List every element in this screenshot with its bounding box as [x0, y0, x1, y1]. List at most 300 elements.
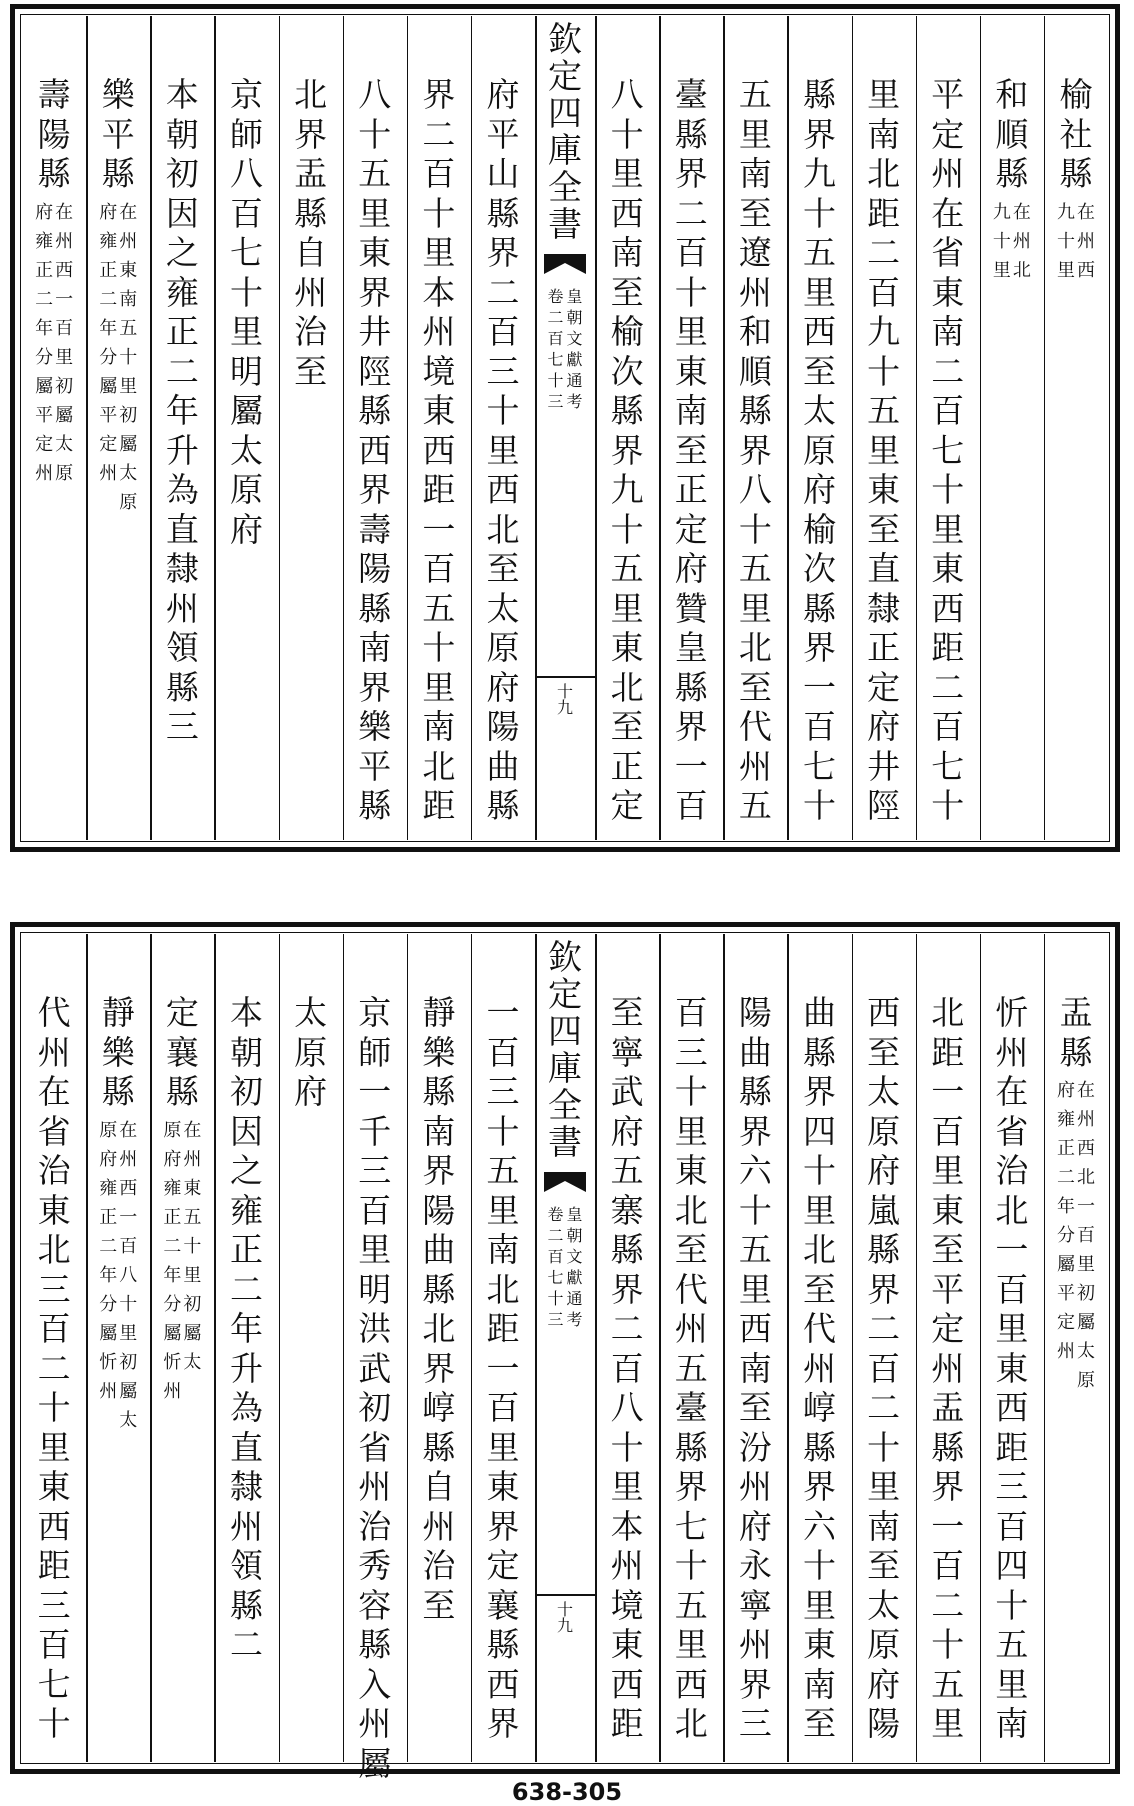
text-column	[852, 75, 916, 826]
main-char: 二	[867, 233, 901, 272]
note-char: 分	[99, 1293, 118, 1315]
main-char: 榆	[802, 509, 836, 549]
gutter-subtitle-char: 朝	[566, 1226, 583, 1245]
main-char: 太	[867, 1072, 901, 1111]
main-text	[294, 75, 327, 391]
main-char: 十	[738, 1190, 772, 1230]
interlinear-note	[993, 198, 1031, 285]
main-char: 定	[931, 114, 965, 154]
main-char: 三	[37, 1269, 71, 1309]
main-char: 原	[486, 628, 520, 667]
main-char: 距	[931, 628, 965, 667]
main-char: 至	[802, 1704, 836, 1743]
text-column	[595, 75, 659, 826]
main-char: 陘	[358, 351, 392, 391]
main-char: 西	[486, 470, 520, 509]
note-char: 州	[1012, 230, 1031, 252]
main-char: 一	[486, 1348, 520, 1388]
main-char: 州	[738, 746, 772, 786]
main-char: 平	[101, 114, 135, 154]
main-char: 盂	[1059, 993, 1093, 1032]
note-char: 初	[183, 1293, 202, 1315]
main-text	[1059, 993, 1092, 1072]
text-column	[1044, 75, 1108, 285]
main-char: 北	[294, 75, 328, 114]
main-char: 里	[995, 1664, 1029, 1704]
main-text	[102, 993, 135, 1112]
note-char: 正	[35, 259, 54, 281]
main-char: 三	[486, 351, 520, 391]
main-char: 界	[486, 1704, 520, 1743]
main-char: 靜	[101, 993, 135, 1032]
main-char: 定	[674, 509, 708, 549]
main-char: 五	[358, 154, 392, 193]
main-char: 東	[674, 351, 708, 391]
main-text	[230, 993, 263, 1665]
main-char: 州	[294, 272, 328, 312]
main-char: 西	[422, 430, 456, 470]
main-char: 縣	[738, 1072, 772, 1111]
main-char: 一	[674, 746, 708, 786]
note-char: 屬	[119, 433, 138, 455]
main-char: 千	[358, 1111, 392, 1151]
text-column	[916, 75, 980, 826]
main-char: 臺	[674, 75, 708, 114]
main-char: 山	[486, 154, 520, 193]
note-char: 里	[119, 375, 138, 397]
main-text	[1059, 75, 1092, 194]
main-char: 百	[674, 993, 708, 1032]
main-char: 距	[422, 470, 456, 509]
main-char: 里	[674, 312, 708, 351]
main-char: 里	[931, 1704, 965, 1743]
main-char: 曲	[738, 1032, 772, 1072]
folio-rule	[535, 1594, 595, 1596]
main-text	[867, 993, 900, 1744]
note-char: 年	[1056, 1196, 1075, 1217]
main-char: 樂	[358, 707, 392, 746]
gutter-subtitle-char: 皇	[566, 1205, 583, 1224]
main-char: 七	[37, 1664, 71, 1704]
text-column	[279, 993, 343, 1112]
main-char: 縣	[358, 588, 392, 628]
main-char: 二	[229, 1269, 263, 1309]
main-char: 五	[610, 1151, 644, 1190]
main-char: 縣	[486, 193, 520, 233]
main-char: 府	[674, 549, 708, 588]
main-char: 升	[165, 430, 199, 470]
main-char: 永	[738, 1546, 772, 1585]
gutter-subtitle-char: 朝	[566, 308, 583, 327]
center-gutter	[535, 934, 595, 1762]
main-text	[358, 75, 391, 826]
main-char: 境	[422, 351, 456, 391]
note-line	[993, 198, 1011, 285]
text-column	[916, 993, 980, 1744]
gutter-title-char: 全	[548, 1086, 582, 1126]
main-char: 陽	[422, 1190, 456, 1230]
main-char: 一	[995, 1230, 1029, 1269]
note-char: 十	[119, 346, 138, 368]
note-char: 原	[163, 1119, 182, 1141]
gutter-subtitle-line	[567, 286, 583, 412]
main-char: 二	[867, 1309, 901, 1348]
gutter-subtitle-char: 考	[566, 1310, 583, 1329]
note-char: 西	[1076, 259, 1095, 281]
main-char: 北	[37, 1230, 71, 1269]
main-char: 南	[422, 1111, 456, 1151]
main-char: 西	[358, 430, 392, 470]
main-char: 至	[610, 707, 644, 746]
main-char: 至	[294, 351, 328, 391]
text-column	[279, 75, 343, 391]
main-char: 省	[931, 233, 965, 272]
main-char: 北	[931, 993, 965, 1032]
note-char: 雍	[35, 230, 54, 252]
main-char: 明	[229, 351, 263, 391]
main-char: 治	[358, 1506, 392, 1546]
note-char: 年	[35, 317, 54, 339]
main-char: 崞	[802, 1388, 836, 1427]
note-line	[1077, 1076, 1095, 1395]
text-column	[343, 75, 407, 826]
main-char: 州	[738, 1467, 772, 1506]
main-char: 正	[165, 312, 199, 351]
main-char: 界	[422, 75, 456, 114]
gutter-subtitle	[547, 1204, 582, 1330]
upper-leaf	[10, 4, 1120, 852]
main-char: 里	[358, 193, 392, 233]
main-char: 五	[674, 1585, 708, 1625]
note-char: 西	[55, 259, 74, 281]
main-char: 縣	[610, 1230, 644, 1269]
main-char: 里	[867, 1467, 901, 1506]
main-char: 十	[931, 786, 965, 825]
main-char: 省	[995, 1111, 1029, 1151]
note-char: 州	[35, 462, 54, 484]
note-char: 忻	[163, 1351, 182, 1373]
main-char: 屬	[229, 391, 263, 430]
main-char: 北	[422, 1309, 456, 1348]
main-char: 界	[738, 430, 772, 470]
main-char: 五	[995, 1625, 1029, 1664]
main-char: 七	[931, 430, 965, 470]
main-char: 本	[229, 993, 263, 1032]
main-char: 北	[674, 1704, 708, 1743]
main-char: 西	[738, 1309, 772, 1348]
main-char: 州	[610, 1546, 644, 1585]
main-char: 遼	[738, 233, 772, 272]
gutter-title	[548, 940, 582, 1162]
main-text	[166, 993, 199, 1112]
text-column	[659, 75, 723, 826]
main-char: 北	[486, 1269, 520, 1309]
folio-rule	[535, 676, 595, 678]
note-line	[99, 198, 117, 517]
note-char: 州	[183, 1148, 202, 1170]
note-char: 定	[35, 433, 54, 455]
main-char: 七	[674, 1506, 708, 1546]
main-char: 州	[995, 1032, 1029, 1072]
main-char: 百	[867, 272, 901, 312]
main-char: 三	[995, 1467, 1029, 1506]
main-char: 二	[486, 272, 520, 312]
main-char: 縣	[486, 1625, 520, 1664]
main-char: 南	[422, 707, 456, 746]
note-char: 正	[99, 259, 118, 281]
main-char: 治	[422, 1546, 456, 1585]
gutter-subtitle-char: 卷	[547, 1205, 564, 1224]
main-char: 為	[229, 1388, 263, 1427]
main-char: 榆	[1059, 75, 1093, 114]
main-char: 北	[802, 1230, 836, 1269]
text-column	[787, 75, 851, 826]
main-char: 至	[674, 430, 708, 470]
note-char: 里	[119, 1322, 138, 1344]
main-char: 距	[486, 1309, 520, 1348]
main-char: 至	[802, 1269, 836, 1309]
main-char: 和	[995, 75, 1029, 114]
note-char: 平	[35, 404, 54, 426]
main-char: 在	[931, 193, 965, 233]
text-column	[407, 993, 471, 1625]
main-char: 百	[931, 707, 965, 746]
main-char: 北	[867, 154, 901, 193]
main-char: 代	[674, 1269, 708, 1309]
gutter-subtitle-char: 二	[547, 308, 564, 327]
note-char: 原	[119, 491, 138, 513]
main-char: 百	[37, 1625, 71, 1664]
note-char: 百	[1076, 1225, 1095, 1246]
gutter-title-char: 欽	[548, 20, 582, 60]
main-char: 里	[37, 1427, 71, 1467]
note-char: 平	[99, 404, 118, 426]
note-char: 雍	[163, 1177, 182, 1199]
main-char: 百	[931, 391, 965, 430]
main-char: 八	[229, 154, 263, 193]
main-char: 西	[37, 1506, 71, 1546]
note-char: 州	[1056, 1341, 1075, 1362]
main-char: 里	[610, 588, 644, 628]
main-char: 縣	[674, 114, 708, 154]
main-char: 十	[610, 114, 644, 154]
text-column	[22, 993, 86, 1744]
text-column	[723, 75, 787, 826]
main-text	[739, 75, 772, 826]
main-char: 十	[229, 272, 263, 312]
main-char: 寧	[738, 1585, 772, 1625]
main-char: 雍	[229, 1190, 263, 1230]
main-char: 雍	[165, 272, 199, 312]
interlinear-note	[1057, 1076, 1095, 1395]
note-char: 二	[99, 288, 118, 310]
main-char: 南	[486, 1230, 520, 1269]
main-char: 和	[738, 312, 772, 351]
note-char: 初	[119, 1351, 138, 1373]
main-char: 百	[931, 1111, 965, 1151]
main-char: 靜	[422, 993, 456, 1032]
main-char: 洪	[358, 1309, 392, 1348]
interlinear-note	[99, 198, 137, 517]
main-char: 寧	[610, 1032, 644, 1072]
folio-char: 九	[557, 1616, 574, 1635]
main-text	[422, 993, 455, 1625]
main-char: 西	[995, 1388, 1029, 1427]
main-char: 界	[294, 114, 328, 154]
gutter-title-char: 庫	[548, 1049, 582, 1089]
note-char: 在	[1076, 201, 1095, 223]
text-column	[723, 993, 787, 1744]
main-char: 治	[37, 1151, 71, 1190]
gutter-subtitle-char: 獻	[566, 1268, 583, 1287]
main-char: 州	[422, 312, 456, 351]
main-char: 十	[422, 628, 456, 667]
main-char: 直	[229, 1427, 263, 1467]
main-char: 縣	[738, 391, 772, 430]
main-char: 省	[358, 1427, 392, 1467]
main-char: 九	[610, 470, 644, 509]
main-char: 東	[486, 1467, 520, 1506]
main-char: 二	[422, 114, 456, 154]
note-char: 初	[1076, 1283, 1095, 1304]
main-char: 界	[674, 154, 708, 193]
note-char: 州	[1076, 1109, 1095, 1130]
main-char: 至	[610, 272, 644, 312]
main-char: 界	[610, 1269, 644, 1309]
main-char: 百	[358, 1190, 392, 1230]
main-char: 一	[931, 1506, 965, 1546]
main-char: 里	[931, 1151, 965, 1190]
note-char: 雍	[99, 1177, 118, 1199]
main-char: 三	[165, 707, 199, 746]
main-char: 百	[422, 154, 456, 193]
main-char: 百	[229, 193, 263, 233]
main-char: 東	[931, 549, 965, 588]
note-char: 府	[35, 201, 54, 223]
note-char: 正	[1056, 1138, 1075, 1159]
text-column	[980, 75, 1044, 285]
main-char: 五	[867, 391, 901, 430]
main-char: 順	[995, 114, 1029, 154]
text-column	[852, 993, 916, 1744]
main-char: 西	[610, 193, 644, 233]
main-char: 十	[486, 391, 520, 430]
main-char: 皇	[674, 628, 708, 667]
note-char: 屬	[99, 1322, 118, 1344]
main-char: 秀	[358, 1546, 392, 1585]
note-char: 年	[163, 1264, 182, 1286]
main-char: 壽	[37, 75, 71, 114]
main-char: 太	[294, 993, 328, 1032]
folio-number	[557, 1602, 573, 1634]
main-char: 二	[931, 1585, 965, 1625]
main-char: 至	[674, 1230, 708, 1269]
main-char: 至	[802, 351, 836, 391]
note-char: 定	[99, 433, 118, 455]
note-char: 二	[1056, 1167, 1075, 1188]
main-char: 至	[867, 1032, 901, 1072]
main-char: 本	[422, 272, 456, 312]
note-char: 初	[119, 404, 138, 426]
main-char: 七	[229, 233, 263, 272]
main-char: 初	[165, 154, 199, 193]
note-char: 屬	[99, 375, 118, 397]
main-char: 十	[674, 272, 708, 312]
text-column	[86, 75, 150, 517]
main-char: 三	[358, 1151, 392, 1190]
note-line	[119, 1116, 137, 1435]
main-char: 平	[931, 1269, 965, 1309]
center-gutter	[535, 16, 595, 840]
main-char: 二	[37, 1348, 71, 1388]
main-char: 北	[995, 1190, 1029, 1230]
note-char: 在	[119, 1119, 138, 1141]
main-char: 五	[610, 549, 644, 588]
main-char: 正	[674, 470, 708, 509]
main-char: 四	[802, 1111, 836, 1151]
main-char: 里	[486, 1190, 520, 1230]
main-char: 曲	[486, 746, 520, 786]
main-char: 百	[867, 1348, 901, 1388]
main-char: 一	[802, 667, 836, 707]
note-line	[1013, 198, 1031, 285]
main-char: 距	[995, 1427, 1029, 1467]
text-column	[214, 75, 278, 549]
main-char: 距	[37, 1546, 71, 1585]
main-char: 一	[358, 1072, 392, 1111]
note-line	[35, 198, 53, 488]
note-char: 里	[1056, 259, 1075, 281]
folio-char: 十	[557, 1600, 574, 1619]
main-char: 百	[931, 1546, 965, 1585]
main-char: 縣	[358, 391, 392, 430]
main-text	[166, 75, 199, 747]
main-char: 五	[738, 1230, 772, 1269]
main-char: 南	[802, 1664, 836, 1704]
main-char: 南	[931, 312, 965, 351]
fishtail-mark	[544, 1172, 586, 1192]
main-char: 縣	[610, 391, 644, 430]
main-char: 社	[1059, 114, 1093, 154]
text-column	[659, 993, 723, 1744]
main-char: 北	[422, 746, 456, 786]
main-text	[675, 75, 708, 826]
note-char: 原	[55, 462, 74, 484]
main-text	[230, 75, 263, 549]
note-char: 東	[119, 259, 138, 281]
note-char: 分	[99, 346, 118, 368]
main-char: 隸	[229, 1467, 263, 1506]
main-char: 十	[802, 786, 836, 825]
main-char: 里	[931, 509, 965, 549]
main-char: 寨	[610, 1190, 644, 1230]
main-char: 在	[995, 1072, 1029, 1111]
main-char: 十	[674, 1546, 708, 1585]
note-char: 二	[163, 1235, 182, 1257]
gutter-subtitle-char: 十	[547, 371, 564, 390]
main-char: 距	[867, 193, 901, 233]
main-char: 府	[867, 1151, 901, 1190]
main-char: 原	[294, 1032, 328, 1072]
note-char: 正	[163, 1206, 182, 1228]
gutter-subtitle-char: 七	[547, 350, 564, 369]
main-char: 東	[422, 391, 456, 430]
gutter-subtitle-char: 文	[566, 1247, 583, 1266]
main-char: 八	[610, 75, 644, 114]
main-char: 州	[931, 154, 965, 193]
main-text	[294, 993, 327, 1112]
main-char: 榆	[610, 312, 644, 351]
